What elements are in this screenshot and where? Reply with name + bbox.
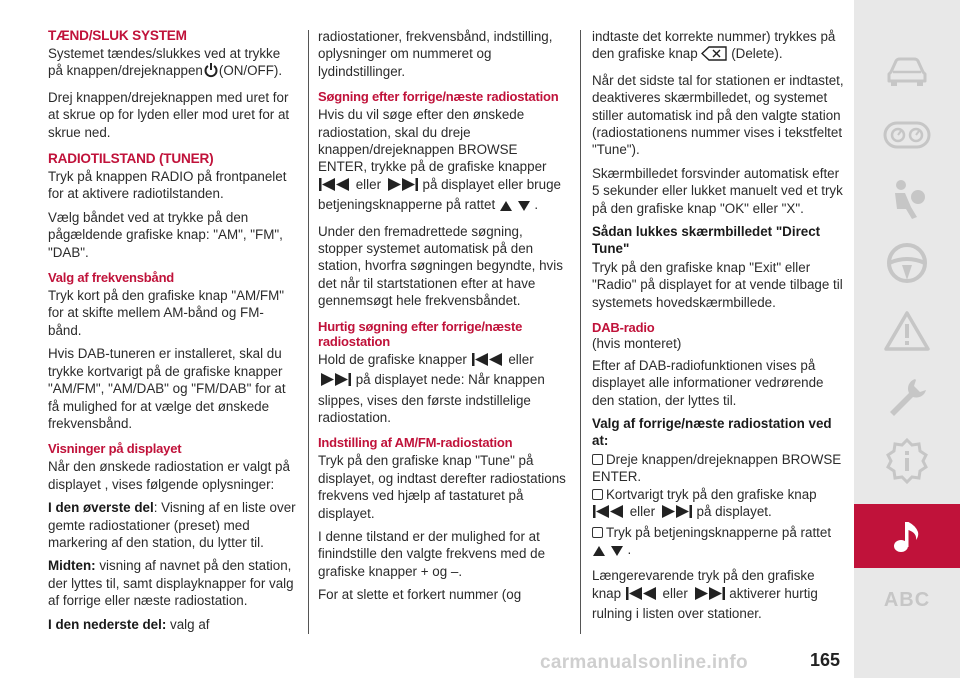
checkbox-bullet-icon: [592, 454, 603, 465]
heading-display: Visninger på displayet: [48, 441, 182, 457]
next-icon: [385, 177, 419, 196]
list-item: Tryk på betjeningsknapperne på rattet .: [592, 524, 844, 562]
para-continued: radiostationer, frekvensbånd, indstilling, oplysninger om nummeret og lydindstillinger.: [318, 29, 553, 79]
sidebar-item-steering[interactable]: [854, 232, 960, 294]
para-bottom: I den nederste del: valg af: [48, 616, 210, 632]
heading-system: TÆND/SLUK SYSTEM: [48, 28, 187, 43]
up-arrow-icon: [499, 199, 513, 216]
para-tune-2: I denne tilstand er der mulighed for at finindstille den valgte frekvens med de grafiske knapper + og –.: [318, 528, 546, 579]
para-volume: Drej knappen/drejeknappen med uret for at skrue op for lyden eller mod uret for at skrue ned.: [48, 89, 290, 140]
heading-close-direct-tune: Sådan lukkes skærmbilledet "Direct Tune": [592, 224, 821, 257]
para-tune-1: Tryk på den grafiske knap "Tune" på displayet, og indtast derefter radiostations frekvens ved hjælp af tastaturet på displayet.: [318, 453, 566, 521]
para-long-press: Længerevarende tryk på den grafiske knap eller aktiverer hurtig rulning i listen over stationer.: [592, 568, 818, 622]
delete-icon: [701, 46, 727, 65]
heading-tuner: RADIOTILSTAND (TUNER): [48, 151, 214, 167]
info-icon: [884, 438, 930, 484]
column-2: [318, 28, 568, 610]
para-band-1: Tryk kort på den grafiske knap "AM/FM" for at skifte mellem AM-bånd og FM-bånd.: [48, 288, 284, 338]
heading-dab: DAB-radio: [592, 320, 655, 336]
heading-band: Valg af frekvensbånd: [48, 270, 175, 286]
para-delete: indtaste det korrekte nummer) trykkes på den grafiske knap (Delete).: [592, 28, 844, 66]
power-button-icon: [203, 62, 219, 82]
checkbox-bullet-icon: [592, 489, 603, 500]
wrench-icon: [885, 375, 929, 419]
sidebar-item-service[interactable]: [854, 366, 960, 428]
heading-fast-search: Hurtig søgning efter forrige/næste radiostation: [318, 318, 523, 349]
previous-icon: [592, 504, 626, 523]
sidebar-item-car[interactable]: [854, 40, 960, 102]
sidebar-item-index[interactable]: [854, 570, 960, 630]
sidebar-abc-label: ABC: [883, 588, 931, 611]
para-dab: Efter af DAB-radiofunktionen vises på displayet alle informationer vedrørende den station, der lyttes til.: [592, 357, 824, 408]
steering-wheel-icon: [885, 241, 929, 285]
chapter-sidebar: [854, 0, 960, 678]
checkbox-bullet-icon: [592, 527, 603, 538]
list-item: Dreje knappen/drejeknappen BROWSE ENTER.: [592, 451, 842, 485]
para-last-digit: Når det sidste tal for stationen er indtastet, deaktiveres skærmbilledet, og systemet stiller automatisk ind på den valgte station (radiostationens nummer vises i tekstfeltet "Tune").: [592, 72, 844, 158]
sidebar-item-dashboard[interactable]: [854, 104, 960, 166]
down-arrow-icon: [517, 199, 531, 216]
heading-dab-select: Valg af forrige/næste radiostation ved at:: [592, 415, 832, 448]
next-icon: [692, 586, 726, 605]
para-tuner-2: Vælg båndet ved at trykke på den pågældende grafiske knap: "AM", "FM", "DAB".: [48, 209, 283, 260]
para-search-2: Under den fremadrettede søgning, stopper systemet automatisk på den station, hvorfra søgningen begyndte, hvis det når til startstationen efter at have gennemsøgt hele frekvensbåndet.: [318, 223, 563, 309]
watermark: carmanualsonline.info: [540, 652, 748, 673]
column-divider-2: [580, 30, 581, 634]
car-icon: [885, 54, 929, 88]
up-arrow-icon: [592, 544, 606, 561]
para-system: Systemet tændes/slukkes ved at trykke på knappen/drejeknappen (ON/OFF).: [48, 45, 296, 83]
sidebar-item-info[interactable]: [854, 430, 960, 492]
para-search: Hvis du vil søge efter den ønskede radiostation, skal du dreje knappen/drejeknappen BROWSE ENTER, trykke på de grafiske knapper eller på displayet eller bruge betjeningsknapperne på rattet .: [318, 106, 568, 216]
dashboard-icon: [883, 120, 931, 150]
para-band-2: Hvis DAB-tuneren er installeret, skal du trykke kortvarigt på de grafiske knapper "AM/FM", "AM/DAB" og "FM/DAB" for at få mulighed for at vælge det ønskede frekvensbånd.: [48, 346, 286, 431]
page-number: 165: [810, 650, 841, 670]
next-icon: [318, 372, 352, 391]
heading-tune: Indstilling af AM/FM-radiostation: [318, 435, 513, 451]
sidebar-item-airbag[interactable]: [854, 168, 960, 230]
para-tuner-1: Tryk på knappen RADIO på frontpanelet for at aktivere radiotilstanden.: [48, 169, 287, 202]
column-3: [592, 28, 844, 629]
para-fast: Hold de grafiske knapper eller på displayet nede: Når knappen slippes, vises den første indstillelige radiostation.: [318, 351, 545, 425]
para-close: Tryk på den grafiske knap "Exit" eller "Radio" på displayet for at vende tilbage til systemets hovedskærmbillede.: [592, 260, 843, 310]
para-dab-optional: (hvis monteret): [592, 336, 682, 352]
column-1: [48, 28, 296, 639]
music-note-icon: [892, 518, 922, 554]
sidebar-item-multimedia[interactable]: [854, 504, 960, 568]
para-top: I den øverste del: Visning af en liste over gemte radiostationer (preset) med markering af den station, du lytter til.: [48, 500, 296, 550]
para-display: Når den ønskede radiostation er valgt på displayet , vises følgende oplysninger:: [48, 459, 290, 492]
heading-search: Søgning efter forrige/næste radiostation: [318, 89, 559, 105]
para-hide: Skærmbilledet forsvinder automatisk efter 5 sekunder eller lukket manuelt ved et tryk på den grafiske knap "OK" eller "X".: [592, 165, 843, 216]
previous-icon: [318, 177, 352, 196]
warning-icon: [884, 310, 930, 352]
down-arrow-icon: [610, 544, 624, 561]
sidebar-item-warning[interactable]: [854, 300, 960, 362]
previous-icon: [471, 352, 505, 371]
list-item: Kortvarigt tryk på den grafiske knap eller på displayet.: [592, 486, 844, 524]
para-tune-3: For at slette et forkert nummer (og: [318, 587, 522, 603]
column-divider-1: [308, 30, 309, 634]
para-mid: Midten: visning af navnet på den station, der lyttes til, samt displayknapper for valg af forrige eller næste radiostation.: [48, 558, 294, 609]
previous-icon: [625, 586, 659, 605]
next-icon: [659, 504, 693, 523]
airbag-icon: [885, 177, 929, 221]
